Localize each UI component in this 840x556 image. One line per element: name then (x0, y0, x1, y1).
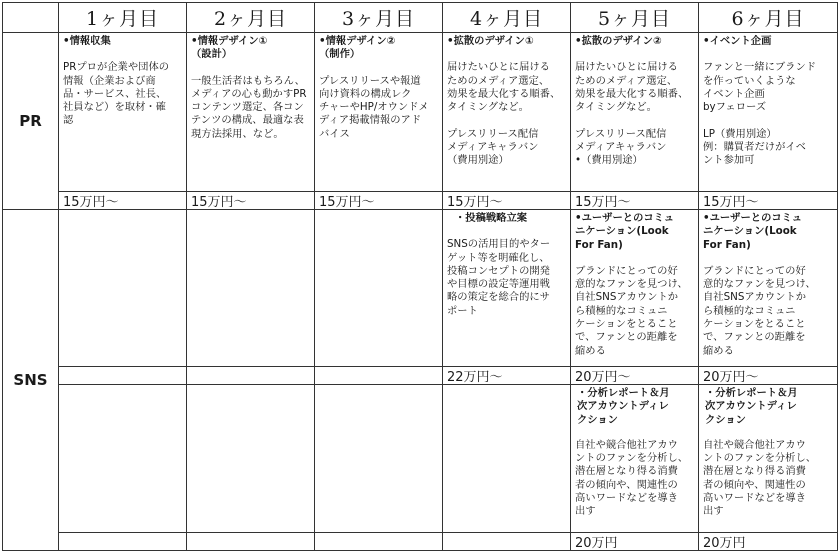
sns-report-cell-month-5 (571, 385, 699, 533)
pr-cell-body: プレスリリースや報道 向け資料の構成レク チャーやHP/オウンドメ ディア掲載情報のアド バイス (319, 74, 429, 140)
empty-cell (187, 385, 315, 533)
pr-cell-title: •情報デザイン① （設計） (191, 35, 268, 61)
sns-report-body: 自社や競合他社アカウ ントのファンを分析し、 潜在層となり得る消費 者の傾向や、関連性の 高いワードなどを導き 出す (703, 438, 817, 518)
pr-cell-month-4 (443, 33, 571, 192)
sns-strategy-cell (443, 210, 571, 367)
sns-strategy-body: SNSの活用目的やター ゲット等を明確化し、 投稿コンセプトの開発 や目標の設定等運用戦 略の策定を総合的にサ ポート (447, 238, 551, 317)
sns-communication-body: ブランドにとっての好 意的なファンを見つけ、 自社SNSアカウントか ら積極的なコミュニ ケーションをとること で、ファンとの距離を 縮める (575, 264, 688, 357)
sns-communication-body: ブランドにとっての好 意的なファンを見つけ、 自社SNSアカウントか ら積極的なコミュニ ケーションをとること で、ファンとの距離を 縮める (703, 264, 816, 357)
pr-cell-body: PRプロが企業や団体の 情報（企業および商 品・サービス、社長、 社員など）を取材・確 認 (63, 61, 170, 127)
sns-communication-price-month-5: 20万円〜 (571, 367, 699, 385)
sns-report-price-month-5: 20万円 (571, 533, 699, 551)
pr-price-month-5: 15万円〜 (571, 192, 699, 210)
empty-cell (59, 210, 187, 367)
empty-cell (59, 385, 187, 533)
sns-strategy-title: ・投稿戦略立案 (455, 212, 528, 224)
sns-strategy-price: 22万円〜 (443, 367, 571, 385)
pr-cell-title: •情報デザイン② （制作） (319, 35, 396, 61)
empty-cell (187, 367, 315, 385)
sns-report-cell-month-6 (699, 385, 838, 533)
sns-communication-cell-month-5 (571, 210, 699, 367)
sns-communication-cell-month-6 (699, 210, 838, 367)
pr-cell-body: 届けたいひとに届ける ためのメディア選定、 効果を最大化する順番、 タイミングなど。 プレスリリース配信 メディアキャラバン （費用別途） (447, 61, 561, 167)
sns-communication-title: •ユーザーとのコミュ ニケーション(Look For Fan) (703, 212, 803, 251)
pr-cell-body: ファンと一緒にブランド を作っていくような イベント企画 byフェローズ LP（費用別途） 例：購買者だけがイベ ント参加可 (703, 61, 817, 167)
pr-cell-title: •拡散のデザイン① (447, 35, 534, 47)
sns-report-price-month-6: 20万円 (699, 533, 838, 551)
month-header-2: 2ヶ月目 (187, 2, 315, 33)
empty-cell (59, 533, 187, 551)
empty-cell (315, 385, 443, 533)
pr-price-month-1: 15万円〜 (59, 192, 187, 210)
month-header-1: 1ヶ月目 (59, 2, 187, 33)
row-label-sns: SNS (2, 210, 59, 551)
month-header-6: 6ヶ月目 (699, 2, 838, 33)
empty-cell (443, 385, 571, 533)
pr-price-month-2: 15万円〜 (187, 192, 315, 210)
pr-cell-body: 一般生活者はもちろん、 メディアの心も動かすPR コンテンツ選定、各コン テンツの構成、最適な表 現方法採用、など。 (191, 74, 307, 140)
empty-cell (315, 210, 443, 367)
pr-price-month-3: 15万円〜 (315, 192, 443, 210)
month-header-4: 4ヶ月目 (443, 2, 571, 33)
sns-report-body: 自社や競合他社アカウ ントのファンを分析し、 潜在層となり得る消費 者の傾向や、関連性の 高いワードなどを導き 出す (575, 438, 689, 518)
pr-cell-month-5 (571, 33, 699, 192)
pr-cell-month-1 (59, 33, 187, 192)
sns-report-title: ・分析レポート＆月 次アカウントディレ クション (705, 387, 798, 426)
pr-cell-body: 届けたいひとに届ける ためのメディア選定、 効果を最大化する順番、 タイミングなど。 プレスリリース配信 メディアキャラバン •（費用別途） (575, 61, 689, 167)
pr-cell-title: •情報収集 (63, 35, 111, 47)
empty-cell (59, 367, 187, 385)
empty-cell (443, 533, 571, 551)
row-label-pr: PR (2, 33, 59, 210)
sns-communication-title: •ユーザーとのコミュ ニケーション(Look For Fan) (575, 212, 675, 251)
pr-price-month-4: 15万円〜 (443, 192, 571, 210)
empty-cell (187, 210, 315, 367)
sns-report-title: ・分析レポート＆月 次アカウントディレ クション (577, 387, 670, 426)
pr-price-month-6: 15万円〜 (699, 192, 838, 210)
pr-cell-title: •イベント企画 (703, 35, 772, 47)
pricing-table (2, 2, 838, 551)
month-header-3: 3ヶ月目 (315, 2, 443, 33)
pr-cell-title: •拡散のデザイン② (575, 35, 662, 47)
pr-cell-month-6 (699, 33, 838, 192)
empty-cell (187, 533, 315, 551)
pr-cell-month-2 (187, 33, 315, 192)
month-header-5: 5ヶ月目 (571, 2, 699, 33)
pr-cell-month-3 (315, 33, 443, 192)
empty-cell (315, 533, 443, 551)
empty-cell (315, 367, 443, 385)
corner-cell (2, 2, 59, 33)
sns-communication-price-month-6: 20万円〜 (699, 367, 838, 385)
